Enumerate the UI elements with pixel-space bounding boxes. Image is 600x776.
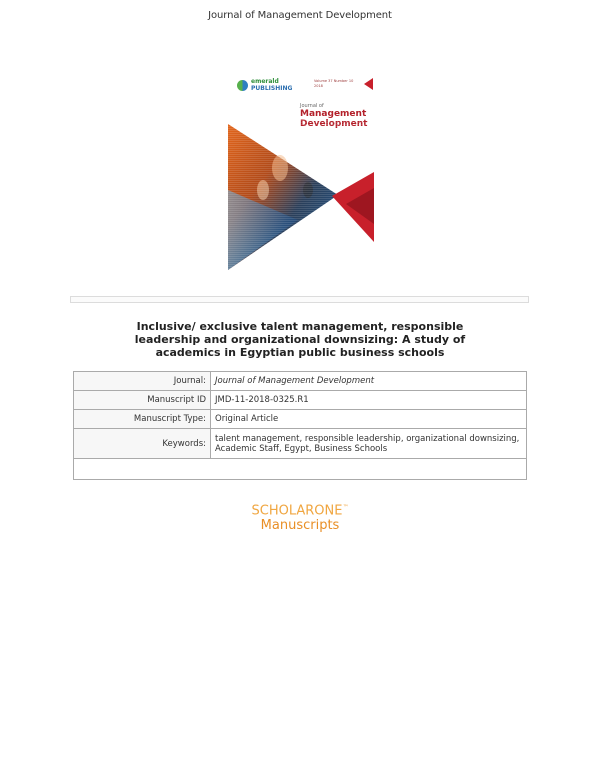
scholarone-manuscripts: Manuscripts: [260, 518, 340, 534]
title-line-2: leadership and organizational downsizing: A study of: [134, 333, 466, 346]
title-line-3: academics in Egyptian public business schools: [155, 346, 445, 359]
table-row: [74, 391, 527, 410]
keywords-value: [211, 429, 527, 459]
trademark-symbol: ™: [342, 504, 349, 511]
cover-journal-of: Journal of: [300, 103, 324, 109]
manuscript-id-label: Manuscript ID: [74, 391, 211, 410]
scholarone-wordmark: SCHOLARONE: [251, 503, 343, 519]
manuscript-title: [0, 320, 600, 359]
issue-info: Volume 37 Number 10 2018: [314, 79, 354, 88]
journal-cover-image: [228, 72, 378, 270]
manuscript-type-label: Manuscript Type:: [74, 410, 211, 429]
running-head: Journal of Management Development: [208, 10, 392, 21]
publisher-name: emerald: [251, 78, 279, 85]
table-row: [74, 459, 527, 480]
red-triangle-icon: [364, 78, 373, 90]
manuscript-id-value: JMD-11-2018-0325.R1: [211, 391, 527, 410]
journal-label: Journal:: [74, 372, 211, 391]
manuscript-info-table: [73, 371, 527, 480]
title-line-1: Inclusive/ exclusive talent management, responsible: [136, 320, 464, 333]
publisher-mark-icon: [237, 80, 248, 91]
cover-journal-name-1: Management: [300, 109, 367, 119]
manuscript-type-value: Original Article: [211, 410, 527, 429]
empty-cell: [74, 459, 527, 480]
publisher-sub: PUBLISHING: [251, 85, 293, 92]
cover-artwork: [228, 120, 378, 270]
table-row: [74, 372, 527, 391]
journal-value: Journal of Management Development: [211, 372, 527, 391]
keywords-label: Keywords:: [74, 429, 211, 459]
scholarone-logo: [0, 500, 600, 533]
divider-bar: [70, 296, 529, 303]
table-row: [74, 410, 527, 429]
keywords-line-1: talent management, responsible leadership, organizational downsizing,: [215, 433, 520, 444]
table-row: [74, 429, 527, 459]
keywords-line-2: Academic Staff, Egypt, Business Schools: [215, 443, 388, 454]
publisher-logo: [237, 78, 292, 92]
